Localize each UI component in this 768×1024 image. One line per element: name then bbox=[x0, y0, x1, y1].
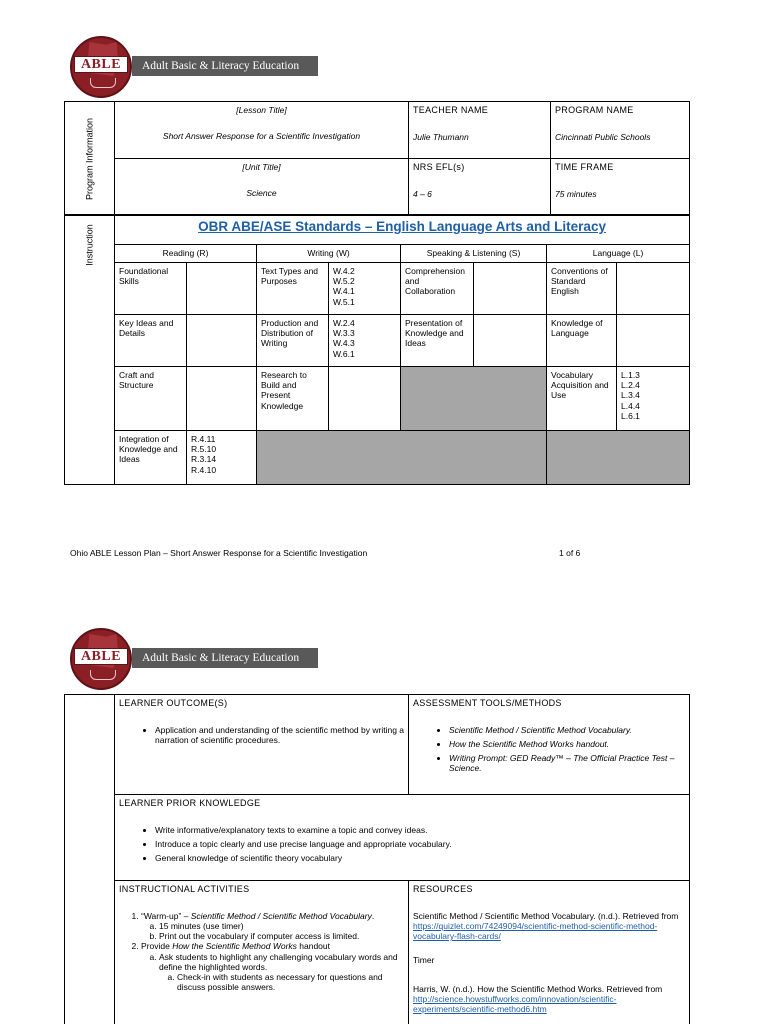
resource-link[interactable]: https://quizlet.com/74249094/scientific-method-scientific-method-vocabulary-flash-cards/ bbox=[413, 920, 658, 942]
instructional-activities-cell bbox=[115, 881, 409, 1024]
code: W.6.1 bbox=[333, 348, 355, 359]
learner-outcome-cell bbox=[115, 695, 409, 795]
activity-title: Scientific Method / Scientific Method Vocabulary bbox=[190, 910, 372, 921]
activity-text: “Warm-up” – bbox=[141, 910, 191, 921]
unit-title-cell bbox=[115, 159, 409, 216]
code: L.1.3 bbox=[621, 370, 640, 380]
lesson-title: Short Answer Response for a Scientific Investigation bbox=[162, 131, 361, 142]
standards-table bbox=[64, 214, 690, 485]
footer-title: Ohio ABLE Lesson Plan – Short Answer Response for a Scientific Investigation bbox=[70, 548, 368, 558]
reading-integration-codes bbox=[187, 431, 257, 485]
teacher-name: Julie Thumann bbox=[413, 131, 469, 142]
code: L.6.1 bbox=[621, 410, 640, 421]
resource-text: Scientific Method / Scientific Method Vocabulary. (n.d.). Retrieved from bbox=[413, 910, 679, 921]
unit-title-label: [Unit Title] bbox=[242, 162, 281, 172]
logo-banner: Adult Basic & Literacy Education bbox=[132, 56, 318, 76]
list-item: • Application and understanding of the scientific method by writing a narration of scientific procedures. bbox=[155, 725, 404, 745]
list-item: • General knowledge of scientific theory vocabulary bbox=[155, 853, 685, 863]
able-logo bbox=[70, 36, 360, 98]
lesson-detail-table bbox=[64, 694, 690, 1024]
timeframe-cell bbox=[551, 159, 690, 216]
assessment-cell bbox=[409, 695, 690, 795]
program-info-label: Program Information bbox=[84, 117, 95, 200]
code: R.3.14 bbox=[191, 454, 217, 465]
program-info-label-cell bbox=[65, 102, 115, 216]
program-cell bbox=[551, 102, 690, 159]
writing-header: Writing (W) bbox=[257, 245, 401, 263]
language-vocab-codes bbox=[617, 367, 690, 431]
code: W.4.1 bbox=[333, 286, 355, 297]
reading-key-ideas-codes bbox=[187, 315, 257, 367]
writing-text-types: Text Types and Purposes bbox=[257, 263, 329, 315]
activity-text: . bbox=[371, 910, 375, 921]
code: W.3.3 bbox=[333, 328, 355, 339]
standards-title[interactable]: OBR ABE/ASE Standards – English Language Arts and Literacy bbox=[115, 215, 690, 245]
activities-list bbox=[119, 911, 404, 993]
able-badge: ABLE bbox=[74, 648, 128, 665]
sub-sub-list bbox=[159, 972, 404, 992]
sub-item: b. Print out the vocabulary if computer access is limited. bbox=[159, 931, 404, 941]
assessment-label: ASSESSMENT TOOLS/METHODS bbox=[413, 698, 562, 708]
speaking-presentation: Presentation of Knowledge and Ideas bbox=[401, 315, 474, 367]
timeframe-label: TIME FRAME bbox=[555, 162, 614, 172]
language-conventions: Conventions of Standard English bbox=[547, 263, 617, 315]
code: W.5.2 bbox=[333, 276, 355, 287]
gray-cell bbox=[547, 431, 690, 485]
code: W.5.1 bbox=[333, 296, 355, 307]
resource-link[interactable]: http://science.howstuffworks.com/innovation/scientific-experiments/scientific-method6.htm bbox=[413, 993, 617, 1014]
able-badge: ABLE bbox=[74, 56, 128, 73]
gray-cell bbox=[257, 431, 547, 485]
assessment-list bbox=[413, 725, 685, 774]
sub-item-text: Ask students to highlight any challenging vocabulary words and define the highlighted words. bbox=[159, 951, 398, 972]
code: L.3.4 bbox=[621, 390, 640, 401]
speaking-comprehension-codes bbox=[474, 263, 547, 315]
language-knowledge-codes bbox=[617, 315, 690, 367]
code: R.5.10 bbox=[191, 444, 217, 455]
instructional-activities-label: INSTRUCTIONAL ACTIVITIES bbox=[119, 884, 250, 894]
reading-header: Reading (R) bbox=[115, 245, 257, 263]
list-item: • Write informative/explanatory texts to examine a topic and convey ideas. bbox=[155, 825, 685, 835]
unit-title: Science bbox=[246, 188, 277, 199]
activity-text: handout bbox=[296, 941, 330, 952]
activity-item bbox=[141, 911, 404, 942]
code: W.2.4 bbox=[333, 318, 355, 328]
writing-production: Production and Distribution of Writing bbox=[257, 315, 329, 367]
list-item: • Writing Prompt: GED Ready™ – The Official Practice Test – Science. bbox=[449, 753, 685, 773]
footer-page-number: 1 of 6 bbox=[559, 548, 581, 558]
writing-text-types-codes bbox=[329, 263, 401, 315]
logo-banner: Adult Basic & Literacy Education bbox=[132, 648, 318, 668]
able-logo bbox=[70, 628, 360, 690]
sub-list bbox=[141, 921, 404, 941]
code: L.2.4 bbox=[621, 380, 640, 391]
prior-knowledge-list bbox=[119, 825, 685, 864]
code: R.4.11 bbox=[191, 434, 216, 444]
language-conventions-codes bbox=[617, 263, 690, 315]
writing-research-codes bbox=[329, 367, 401, 431]
learner-outcome-list bbox=[119, 725, 404, 745]
lesson-title-cell bbox=[115, 102, 409, 159]
teacher-cell bbox=[409, 102, 551, 159]
reading-foundational-codes bbox=[187, 263, 257, 315]
code: R.4.10 bbox=[191, 464, 217, 475]
learner-outcome-label: LEARNER OUTCOME(S) bbox=[119, 698, 228, 708]
code: W.4.2 bbox=[333, 266, 355, 276]
language-knowledge: Knowledge of Language bbox=[547, 315, 617, 367]
nrs-label: NRS EFL(s) bbox=[413, 162, 465, 172]
instruction-label-cell bbox=[65, 215, 115, 485]
nrs-value: 4 – 6 bbox=[413, 188, 432, 199]
reading-integration: Integration of Knowledge and Ideas bbox=[115, 431, 187, 485]
resources-cell bbox=[409, 881, 690, 1024]
timeframe-value: 75 minutes bbox=[555, 188, 597, 199]
program-label: PROGRAM NAME bbox=[555, 105, 634, 115]
resource-text: Harris, W. (n.d.). How the Scientific Method Works. Retrieved from bbox=[413, 983, 663, 994]
list-item: • Introduce a topic clearly and use precise language and appropriate vocabulary. bbox=[155, 839, 685, 849]
reading-craft: Craft and Structure bbox=[115, 367, 187, 431]
teacher-label: TEACHER NAME bbox=[413, 105, 489, 115]
reading-craft-codes bbox=[187, 367, 257, 431]
resources-label: RESOURCES bbox=[413, 884, 473, 894]
reading-key-ideas: Key Ideas and Details bbox=[115, 315, 187, 367]
program-name: Cincinnati Public Schools bbox=[555, 131, 651, 142]
activity-text: Provide bbox=[141, 941, 173, 952]
language-header: Language (L) bbox=[547, 245, 690, 263]
list-item: • How the Scientific Method Works handout. bbox=[449, 739, 685, 749]
code: L.4.4 bbox=[621, 400, 640, 411]
resource-2: Timer bbox=[413, 955, 435, 966]
prior-knowledge-cell bbox=[115, 795, 690, 881]
speaking-presentation-codes bbox=[474, 315, 547, 367]
resource-1 bbox=[413, 911, 685, 942]
sub-sub-item: a. Check-in with students as necessary for questions and discuss possible answers. bbox=[177, 972, 404, 992]
left-margin-cell bbox=[65, 695, 115, 1024]
list-item: • Scientific Method / Scientific Method Vocabulary. bbox=[449, 725, 685, 735]
program-info-table bbox=[64, 101, 690, 216]
resource-3 bbox=[413, 984, 685, 1015]
speaking-comprehension: Comprehension and Collaboration bbox=[401, 263, 474, 315]
lesson-title-label: [Lesson Title] bbox=[236, 105, 287, 115]
gray-cell bbox=[401, 367, 547, 431]
writing-research: Research to Build and Present Knowledge bbox=[257, 367, 329, 431]
instruction-label: Instruction bbox=[84, 224, 95, 266]
writing-production-codes bbox=[329, 315, 401, 367]
nrs-cell bbox=[409, 159, 551, 216]
sub-item: a. 15 minutes (use timer) bbox=[159, 921, 404, 931]
speaking-header: Speaking & Listening (S) bbox=[401, 245, 547, 263]
code: W.4.3 bbox=[333, 338, 355, 349]
activity-item bbox=[141, 941, 404, 992]
prior-knowledge-label: LEARNER PRIOR KNOWLEDGE bbox=[119, 798, 261, 808]
sub-list bbox=[141, 952, 404, 993]
language-vocab: Vocabulary Acquisition and Use bbox=[547, 367, 617, 431]
reading-foundational: Foundational Skills bbox=[115, 263, 187, 315]
activity-title: How the Scientific Method Works bbox=[172, 941, 297, 952]
sub-item bbox=[159, 952, 404, 993]
